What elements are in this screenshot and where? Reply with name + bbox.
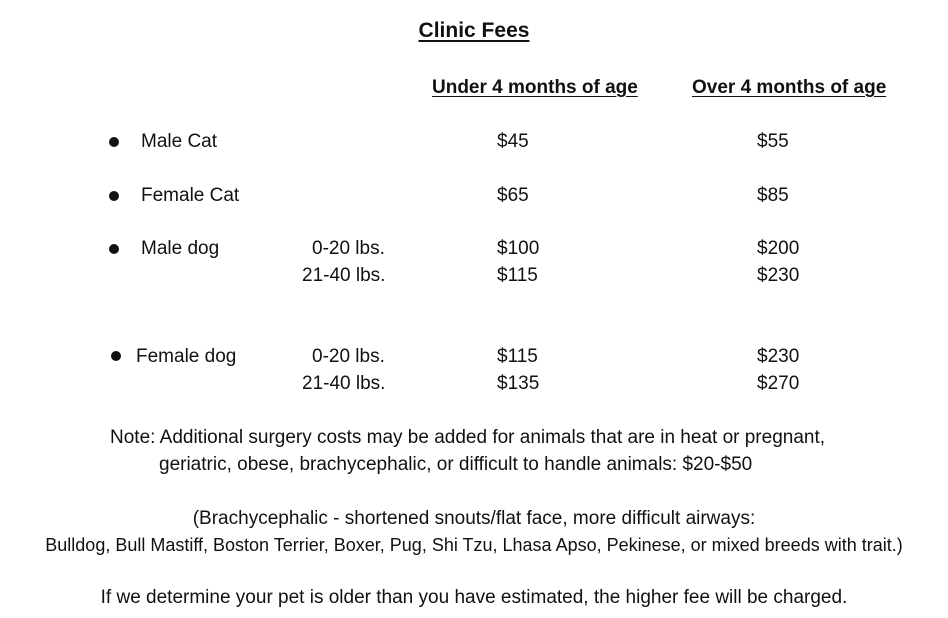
brachycephalic-line-2: Bulldog, Bull Mastiff, Boston Terrier, Boxer, Pug, Shi Tzu, Lhasa Apso, Pekinese, or mixed breeds with trait.) (45, 535, 903, 555)
brachycephalic-line-1: (Brachycephalic - shortened snouts/flat face, more difficult airways: (192, 508, 756, 529)
fee-under-4-months: $115 (497, 265, 538, 286)
weight-range: 21-40 lbs. (302, 373, 386, 394)
column-header-under-4-months: Under 4 months of age (432, 77, 638, 98)
note-line-1: Note: Additional surgery costs may be added for animals that are in heat or pregnant, (110, 427, 826, 448)
fee-over-4-months: $55 (757, 131, 789, 152)
bullet-icon (109, 244, 119, 254)
fee-over-4-months: $230 (757, 346, 800, 367)
fee-over-4-months: $230 (757, 265, 800, 286)
page-title: Clinic Fees (418, 19, 530, 42)
bullet-icon (109, 191, 119, 201)
fee-over-4-months: $270 (757, 373, 800, 394)
fee-over-4-months: $200 (757, 238, 800, 259)
fee-under-4-months: $100 (497, 238, 540, 259)
fee-under-4-months: $115 (497, 346, 538, 367)
animal-label: Female dog (136, 346, 237, 367)
note-line-2: geriatric, obese, brachycephalic, or difficult to handle animals: $20-$50 (159, 454, 753, 475)
animal-label: Male Cat (141, 131, 218, 152)
animal-label: Female Cat (141, 185, 240, 206)
weight-range: 0-20 lbs. (312, 346, 385, 367)
weight-range: 21-40 lbs. (302, 265, 386, 286)
fee-under-4-months: $65 (497, 185, 529, 206)
fee-under-4-months: $135 (497, 373, 540, 394)
weight-range: 0-20 lbs. (312, 238, 385, 259)
animal-label: Male dog (141, 238, 220, 259)
bullet-icon (109, 137, 119, 147)
column-header-over-4-months: Over 4 months of age (692, 77, 887, 98)
bullet-icon (111, 351, 121, 361)
fee-over-4-months: $85 (757, 185, 789, 206)
fee-under-4-months: $45 (497, 131, 529, 152)
footer-note: If we determine your pet is older than you have estimated, the higher fee will be charged. (100, 587, 848, 608)
